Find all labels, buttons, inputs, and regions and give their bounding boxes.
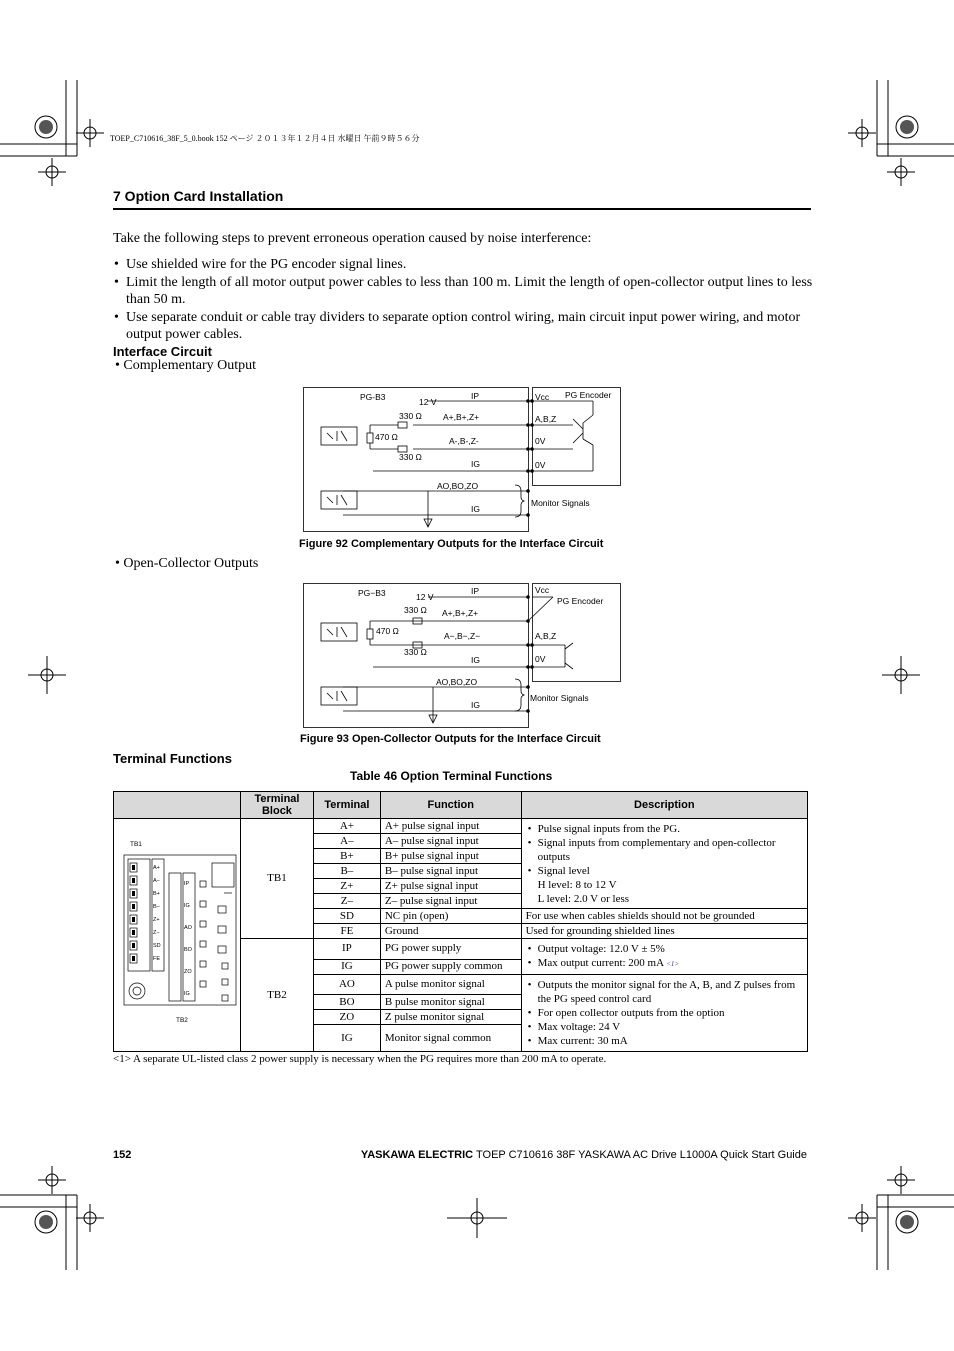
desc-bullet: • Pulse signal inputs from the PG. xyxy=(526,822,803,836)
function-cell: B pulse monitor signal xyxy=(380,995,521,1010)
board-pin-label: IG xyxy=(184,903,190,909)
fig92-abz: A,B,Z xyxy=(535,414,557,424)
header-terminal: Terminal xyxy=(313,792,380,819)
fig93-ao-bo-zo: AO,BO,ZO xyxy=(436,677,478,687)
fig92-r330a: 330 Ω xyxy=(399,411,422,421)
board-pin-label: Z+ xyxy=(153,917,160,923)
table-header-row xyxy=(114,792,808,819)
terminal-board-image-cell xyxy=(114,819,241,1052)
function-cell: Z– pulse signal input xyxy=(380,894,521,909)
function-cell: Monitor signal common xyxy=(380,1025,521,1052)
fig93-ip: IP xyxy=(471,586,480,596)
figure-93-caption: Figure 93 Open-Collector Outputs for the Interface Circuit xyxy=(300,733,601,745)
bullet-item: • Limit the length of all motor output power cables to less than 100 m. Limit the length of open-collector output lines to less than 50 m. xyxy=(113,274,813,308)
board-pin-label: FE xyxy=(153,956,161,962)
open-collector-label: • Open-Collector Outputs xyxy=(115,556,259,571)
desc-l-level: L level: 2.0 V or less xyxy=(537,892,630,905)
fig93-ig2: IG xyxy=(471,700,480,710)
function-cell: Z+ pulse signal input xyxy=(380,879,521,894)
board-pin-label: BO xyxy=(184,947,192,953)
figure-92-caption: Figure 92 Complementary Outputs for the Interface Circuit xyxy=(299,538,604,550)
section-rule xyxy=(113,208,811,210)
desc-bullet: • Outputs the monitor signal for the A, B, and Z pulses from the PG speed control card xyxy=(526,978,803,1006)
fig92-0v-a: 0V xyxy=(535,436,546,446)
terminal-cell: Z+ xyxy=(313,879,380,894)
terminal-cell: B+ xyxy=(313,849,380,864)
terminal-cell: IG xyxy=(313,959,380,974)
footnote-ref-link[interactable]: <1> xyxy=(666,959,680,968)
function-cell: A+ pulse signal input xyxy=(380,819,521,834)
fig92-abz-plus: A+,B+,Z+ xyxy=(443,412,480,422)
fig93-monitor: Monitor Signals xyxy=(530,693,589,703)
fig93-0v: 0V xyxy=(535,654,546,664)
function-cell: NC pin (open) xyxy=(380,909,521,924)
board-pin-label: SD xyxy=(153,943,161,949)
fig93-pgb3: PG−B3 xyxy=(358,588,386,598)
function-cell: PG power supply xyxy=(380,939,521,960)
terminal-cell: A– xyxy=(313,834,380,849)
terminal-cell: IG xyxy=(313,1025,380,1052)
bullet-item: • Use shielded wire for the PG encoder signal lines. xyxy=(113,256,813,273)
terminal-cell: BO xyxy=(313,995,380,1010)
tb1-cell: TB1 xyxy=(241,819,314,939)
book-file-line: TOEP_C710616_38F_5_0.book 152 ページ ２０１３年１２月４日 水曜日 午前９時５６分 xyxy=(110,134,420,143)
board-pin-label: IP xyxy=(184,881,190,887)
monitor-description-cell xyxy=(521,974,807,1052)
terminal-cell: Z– xyxy=(313,894,380,909)
board-pin-label: Z− xyxy=(153,930,160,936)
desc-bullet: • Signal level xyxy=(526,864,803,878)
fig92-ao-bo-zo: AO,BO,ZO xyxy=(437,481,479,491)
figure-93-circuit xyxy=(303,583,623,729)
sd-description-cell: For use when cables shields should not be grounded xyxy=(521,909,807,924)
fig92-ig: IG xyxy=(471,459,480,469)
section-title: 7 Option Card Installation xyxy=(113,188,284,204)
board-pin-label: IG xyxy=(184,991,190,997)
terminal-cell: ZO xyxy=(313,1010,380,1025)
footer-brand: YASKAWA ELECTRIC xyxy=(360,1149,474,1161)
interface-circuit-heading: Interface Circuit xyxy=(113,344,212,359)
fig92-ip: IP xyxy=(471,391,480,401)
complementary-output-label: • Complementary Output xyxy=(115,358,256,373)
bullet-item: • Use separate conduit or cable tray dividers to separate option control wiring, main circuit input power wiring, and motor output power cables. xyxy=(113,309,813,343)
tb2-cell: TB2 xyxy=(241,939,314,1052)
fig92-monitor: Monitor Signals xyxy=(531,498,590,508)
fig93-r330b: 330 Ω xyxy=(404,647,427,657)
fe-description-cell: Used for grounding shielded lines xyxy=(521,924,807,939)
fig92-vcc: Vcc xyxy=(535,392,550,402)
option-terminal-table xyxy=(113,791,808,1052)
terminal-cell: B– xyxy=(313,864,380,879)
terminal-cell: A+ xyxy=(313,819,380,834)
fig93-ig: IG xyxy=(471,655,480,665)
page-number: 152 xyxy=(113,1149,132,1161)
desc-bullet: • Max current: 30 mA xyxy=(526,1034,803,1048)
terminal-cell: IP xyxy=(313,939,380,960)
function-cell: A pulse monitor signal xyxy=(380,974,521,995)
header-description: Description xyxy=(521,792,807,819)
desc-bullet xyxy=(526,956,803,971)
desc-bullet: • Signal inputs from complementary and open-collector outputs xyxy=(526,836,803,864)
fig92-r470: 470 Ω xyxy=(375,432,398,442)
desc-bullet: • Output voltage: 12.0 V ± 5% xyxy=(526,942,803,956)
header-function: Function xyxy=(380,792,521,819)
pulse-description-cell xyxy=(521,819,807,909)
fig93-abz: A,B,Z xyxy=(535,631,557,641)
function-cell: Ground xyxy=(380,924,521,939)
fig92-0v-b: 0V xyxy=(535,460,546,470)
fig93-12v: 12 V xyxy=(416,592,434,602)
fig93-abz-minus: A−,B−,Z− xyxy=(444,631,481,641)
function-cell: B+ pulse signal input xyxy=(380,849,521,864)
board-pin-label: B+ xyxy=(153,891,160,897)
footer-doc-title xyxy=(361,1149,807,1161)
power-description-cell xyxy=(521,939,807,975)
desc-bullet: • For open collector outputs from the option xyxy=(526,1006,803,1020)
board-pin-label: ZO xyxy=(184,969,192,975)
header-terminal-block: Terminal Block xyxy=(241,792,314,819)
board-tb2-label: TB2 xyxy=(176,1017,188,1024)
table-row xyxy=(114,819,808,834)
board-pin-label: A+ xyxy=(153,865,160,871)
board-tb1-label: TB1 xyxy=(130,841,142,848)
header-image xyxy=(114,792,241,819)
noise-bullet-list xyxy=(113,256,813,344)
desc-h-level: H level: 8 to 12 V xyxy=(537,878,617,891)
fig92-ig2: IG xyxy=(471,504,480,514)
function-cell: PG power supply common xyxy=(380,959,521,974)
fig93-encoder: PG Encoder xyxy=(557,596,604,606)
footer-doc: TOEP C710616 38F YASKAWA AC Drive L1000A Quick Start Guide xyxy=(473,1149,807,1161)
fig93-r330a: 330 Ω xyxy=(404,605,427,615)
terminal-functions-heading: Terminal Functions xyxy=(113,751,232,766)
function-cell: A– pulse signal input xyxy=(380,834,521,849)
fig93-abz-plus: A+,B+,Z+ xyxy=(442,608,479,618)
table-46-title: Table 46 Option Terminal Functions xyxy=(350,769,553,783)
board-pin-label: AO xyxy=(184,925,192,931)
function-cell: Z pulse monitor signal xyxy=(380,1010,521,1025)
board-pin-label: A− xyxy=(153,878,160,884)
fig92-12v: 12 V xyxy=(419,397,437,407)
fig93-r470: 470 Ω xyxy=(376,626,399,636)
terminal-cell: AO xyxy=(313,974,380,995)
fig92-encoder: PG Encoder xyxy=(565,390,612,400)
function-cell: B– pulse signal input xyxy=(380,864,521,879)
intro-paragraph: Take the following steps to prevent erroneous operation caused by noise interference: xyxy=(113,231,592,246)
board-pin-label: B− xyxy=(153,904,160,910)
table-footnote: <1> A separate UL-listed class 2 power supply is necessary when the PG requires more than 200 mA to operate. xyxy=(113,1053,607,1065)
desc-bullet-text: Max output current: 200 mA xyxy=(537,956,664,969)
fig92-r330b: 330 Ω xyxy=(399,452,422,462)
fig92-abz-minus: A-,B-,Z- xyxy=(449,436,479,446)
fig92-pgb3: PG-B3 xyxy=(360,392,386,402)
figure-92-circuit xyxy=(303,387,623,533)
terminal-cell: FE xyxy=(313,924,380,939)
terminal-board-diagram xyxy=(114,819,240,1047)
terminal-cell: SD xyxy=(313,909,380,924)
fig93-vcc: Vcc xyxy=(535,585,550,595)
desc-bullet: • Max voltage: 24 V xyxy=(526,1020,803,1034)
